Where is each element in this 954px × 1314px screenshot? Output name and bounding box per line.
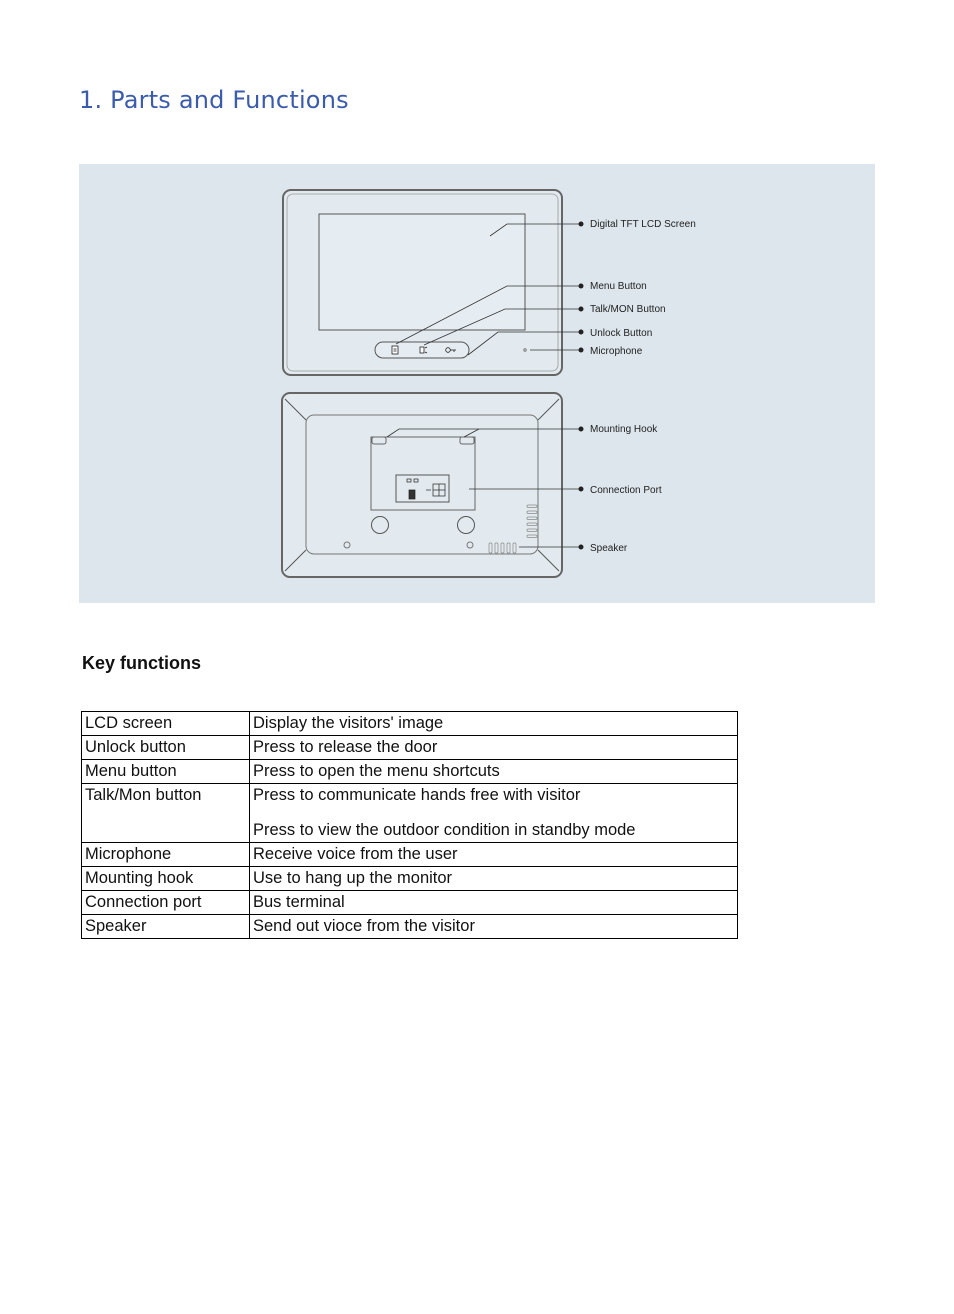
part-cell: LCD screen <box>82 712 250 736</box>
monitor-illustration <box>79 164 875 603</box>
key-functions-table <box>81 711 738 939</box>
page-title: 1. Parts and Functions <box>79 86 349 114</box>
table-row <box>82 915 738 939</box>
callout-menu-button: Menu Button <box>590 281 647 292</box>
part-cell: Talk/Mon button <box>82 784 250 843</box>
table-row <box>82 867 738 891</box>
function-text: Receive voice from the user <box>253 845 458 863</box>
function-cell <box>250 891 738 915</box>
lcd-screen <box>319 214 525 330</box>
function-cell <box>250 784 738 843</box>
function-cell <box>250 915 738 939</box>
function-cell <box>250 843 738 867</box>
function-cell <box>250 712 738 736</box>
function-text: Bus terminal <box>253 893 345 911</box>
function-text: Press to view the outdoor condition in standby mode <box>253 821 636 839</box>
table-row <box>82 736 738 760</box>
function-text: Use to hang up the monitor <box>253 869 453 887</box>
part-cell: Menu button <box>82 760 250 784</box>
function-cell <box>250 760 738 784</box>
function-cell <box>250 736 738 760</box>
function-text: Press to communicate hands free with visitor <box>253 786 581 804</box>
part-cell: Unlock button <box>82 736 250 760</box>
part-cell: Connection port <box>82 891 250 915</box>
part-cell: Mounting hook <box>82 867 250 891</box>
callout-dots <box>579 222 584 550</box>
callout-mounting-hook: Mounting Hook <box>590 424 658 435</box>
monitor-front-view <box>283 190 562 375</box>
table-row <box>82 712 738 736</box>
table-row <box>82 784 738 843</box>
function-cell <box>250 867 738 891</box>
table-row <box>82 891 738 915</box>
callout-lcd-screen: Digital TFT LCD Screen <box>590 219 696 230</box>
function-text: Press to open the menu shortcuts <box>253 762 500 780</box>
menu-button-icon <box>392 346 398 354</box>
table-row <box>82 760 738 784</box>
function-text: Send out vioce from the visitor <box>253 917 475 935</box>
callout-speaker: Speaker <box>590 543 628 554</box>
callout-connection-port: Connection Port <box>590 485 662 496</box>
key-functions-heading: Key functions <box>82 653 202 673</box>
part-cell: Microphone <box>82 843 250 867</box>
parts-diagram <box>79 164 875 603</box>
callout-unlock-button: Unlock Button <box>590 328 653 339</box>
part-cell: Speaker <box>82 915 250 939</box>
table-row <box>82 843 738 867</box>
callout-microphone: Microphone <box>590 346 643 357</box>
callout-talk-mon-button: Talk/MON Button <box>590 304 666 315</box>
function-text: Press to release the door <box>253 738 438 756</box>
function-text: Display the visitors' image <box>253 714 444 732</box>
monitor-back-view <box>282 393 562 577</box>
